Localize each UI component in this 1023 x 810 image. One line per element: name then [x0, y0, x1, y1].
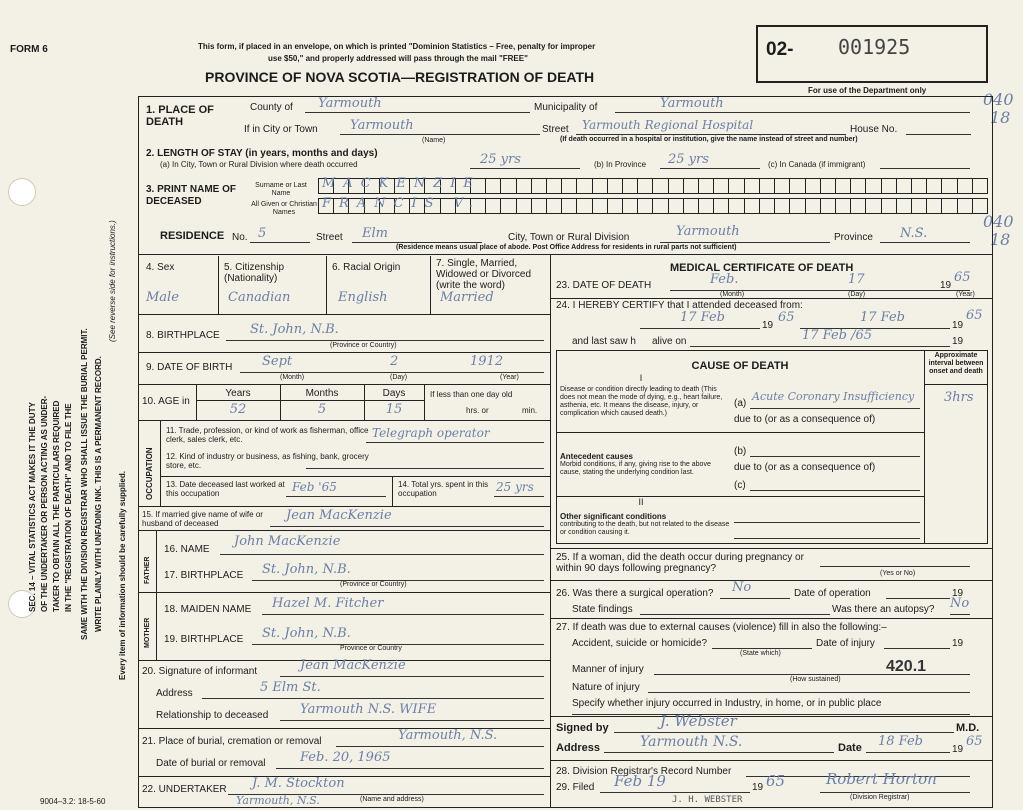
q25-caption: (Yes or No): [880, 570, 916, 577]
residence-province-label: Province: [834, 232, 873, 243]
margin-code-3: 040: [983, 212, 1014, 231]
reg-prefix: 02-: [766, 39, 794, 60]
street-line: [576, 134, 846, 135]
dob-label: 9. DATE OF BIRTH: [146, 362, 233, 373]
side-text-5: SAME WITH THE DIVISION REGISTRAR WHO SHALL ISSUE THE BURIAL PERMIT.: [80, 328, 89, 640]
municipality-label: Municipality of: [534, 102, 598, 113]
antecedent-title: Antecedent causes: [560, 452, 633, 461]
cause-section-1-line: [556, 432, 924, 433]
death-year-caption: (Year): [956, 291, 975, 298]
sig-date-value: 18 Feb: [878, 734, 923, 749]
stay-label: 2. LENGTH OF STAY (in years, months and days): [146, 148, 378, 159]
mother-bp-caption: Province or Country: [340, 645, 402, 652]
last-saw-prefix: 19: [952, 336, 964, 347]
county-value: Yarmouth: [318, 96, 382, 111]
dob-day: 2: [390, 354, 399, 369]
last-worked-line: [286, 496, 386, 497]
divider-middle: [550, 254, 551, 808]
cause-a-label: (a): [734, 398, 747, 409]
occupation-side-divider: [160, 420, 161, 506]
sig-year-value: 65: [966, 734, 983, 749]
death-year: 65: [954, 270, 971, 285]
sig-date-line: [866, 752, 950, 753]
death-month-caption: (Month): [720, 291, 745, 298]
cause-b-label: (b): [734, 446, 747, 457]
informant-address-value: 5 Elm St.: [260, 680, 321, 695]
age-months-value: 5: [317, 402, 327, 417]
spouse-line: [270, 526, 544, 527]
due-to-1: due to (or as a consequence of): [734, 414, 876, 425]
undertaker-caption: (Name and address): [360, 796, 424, 803]
envelope-notice-2: use $50," and properly addressed will pass through the mail "FREE": [268, 54, 528, 63]
industry-line: [306, 468, 544, 469]
row-occupation-bottom: [138, 506, 550, 507]
due-to-2: due to (or as a consequence of): [734, 462, 876, 473]
medical-title: MEDICAL CERTIFICATE OF DEATH: [670, 262, 854, 274]
given-value: FRANCIS V.: [322, 196, 481, 211]
injury-place-line: [572, 714, 970, 715]
envelope-notice-1: This form, if placed in an envelope, on which is printed "Dominion Statistics – Free, penalty for improper: [198, 42, 596, 51]
sex-value: Male: [146, 290, 179, 305]
city-label: If in City or Town: [244, 124, 318, 135]
death-year-prefix: 19: [940, 280, 952, 291]
autopsy-label: Was there an autopsy?: [832, 604, 935, 615]
marital-value: Married: [440, 290, 494, 305]
informant-label: 20. Signature of informant: [142, 666, 258, 677]
municipality-line: [615, 112, 970, 113]
nature-label: Nature of injury: [572, 682, 640, 693]
row-death-date-bottom: [550, 298, 993, 299]
certify-from-value: 17 Feb: [680, 310, 725, 325]
dob-line: [240, 372, 544, 373]
row-dob-bottom: [138, 384, 550, 385]
q29-line: [600, 792, 750, 793]
house-label: House No.: [850, 124, 898, 135]
residence-no-line: [250, 242, 310, 243]
physician-signature: J. Webster: [660, 712, 737, 730]
burial-place-label: 21. Place of burial, cremation or removal: [142, 736, 322, 747]
less-day-label: If less than one day old: [430, 390, 513, 399]
state-findings-label: State findings: [572, 604, 633, 615]
age-years-label: Years: [225, 388, 251, 399]
reg-number: 001925: [838, 35, 911, 59]
father-side-label: FATHER: [144, 556, 151, 584]
stay-a-line: [470, 168, 580, 169]
injury-date-line: [884, 648, 950, 649]
op-date-label: Date of operation: [794, 588, 871, 599]
last-saw-value: 17 Feb /65: [802, 328, 873, 343]
occupation-side-label: OCCUPATION: [145, 447, 154, 500]
industry-label: 12. Kind of industry or business, as fishing, bank, grocery store, etc.: [166, 452, 369, 470]
certify-to-value: 17 Feb: [860, 310, 905, 325]
relationship-value: Yarmouth N.S. WIFE: [300, 702, 437, 717]
age-days-value: 15: [385, 402, 403, 417]
total-label: 14. Total yrs. spent in this occupation: [398, 480, 489, 498]
residence-no-label: No.: [232, 232, 248, 243]
burial-place-line: [336, 746, 544, 747]
form-label: FORM 6: [10, 44, 48, 55]
father-name-label: 16. NAME: [164, 544, 210, 555]
certify-from-year: 65: [778, 310, 795, 325]
row-personal-bottom: [138, 314, 550, 315]
signed-line: [614, 732, 954, 733]
mother-bp-value: St. John, N.B.: [262, 626, 351, 641]
last-saw-label: and last saw h: [572, 336, 636, 347]
death-day-caption: (Day): [848, 291, 866, 298]
total-line: [494, 496, 544, 497]
classification-code: 420.1: [886, 658, 927, 675]
accident-label: Accident, suicide or homicide?: [572, 638, 708, 649]
burial-date-value: Feb. 20, 1965: [300, 750, 391, 765]
mother-side-label: MOTHER: [144, 617, 151, 648]
punch-hole-top: [8, 178, 36, 206]
residence-street-label: Street: [316, 232, 343, 243]
filed-date-value: Feb 19: [614, 772, 666, 790]
relationship-line: [280, 720, 544, 721]
undertaker-address: Yarmouth, N.S.: [236, 794, 320, 807]
age-days-label: Days: [382, 388, 406, 399]
mother-name-value: Hazel M. Fitcher: [272, 596, 384, 611]
residence-street-value: Elm: [362, 226, 388, 241]
row-age-bottom: [138, 420, 550, 421]
city-value: Yarmouth: [350, 118, 414, 133]
manner-label: Manner of injury: [572, 664, 644, 675]
form-code: 9004–3.2: 18-5-60: [40, 797, 106, 806]
spouse-label: 15. If married give name of wife or husband of deceased: [142, 510, 263, 528]
surname-label: Surname or Last Name: [255, 182, 307, 197]
certify-to-year: 65: [966, 308, 983, 323]
sex-label: 4. Sex: [146, 262, 175, 273]
place-label: 1. PLACE OF DEATH: [146, 104, 214, 128]
birthplace-caption: (Province or Country): [330, 342, 397, 349]
given-label: All Given or Christian Names: [251, 201, 317, 216]
q26-value: No: [732, 580, 752, 595]
death-day: 17: [848, 272, 865, 287]
q27-label: 27. If death was due to external causes (violence) fill in also the following:–: [556, 622, 887, 633]
spouse-value: Jean MacKenzie: [286, 508, 392, 523]
father-bp-value: St. John, N.B.: [262, 562, 351, 577]
age-div-4: [424, 384, 425, 420]
racial-label: 6. Racial Origin: [332, 262, 401, 273]
min-label: min.: [522, 406, 538, 415]
death-date-label: 23. DATE OF DEATH: [556, 280, 652, 291]
name-caption: (Name): [422, 137, 446, 144]
county-label: County of: [250, 102, 293, 113]
informant-line: [280, 676, 544, 677]
dob-month: Sept: [262, 354, 293, 369]
antecedent-desc: Morbid conditions, if any, giving rise to the above cause, stating the underlying condition last.: [560, 461, 711, 476]
racial-divider: [430, 256, 431, 314]
stay-b-value: 25 yrs: [668, 152, 709, 167]
nature-line: [648, 692, 970, 693]
registrar-caption: (Division Registrar): [850, 794, 910, 801]
cause-section-2-line: [556, 496, 924, 497]
burial-date-label: Date of burial or removal: [156, 758, 266, 769]
other-title: Other significant conditions: [560, 512, 667, 521]
birthplace-line: [226, 340, 544, 341]
sig-date-label: Date: [838, 742, 862, 754]
stay-b-line: [660, 168, 760, 169]
margin-code-1: 040: [983, 90, 1014, 109]
q25-label: 25. If a woman, did the death occur during pregnancy or within 90 days following pregnancy?: [556, 552, 804, 574]
burial-date-line: [276, 768, 544, 769]
autopsy-line: [950, 614, 970, 615]
margin-code-2: 18: [990, 108, 1011, 127]
stay-b-label: (b) In Province: [594, 160, 647, 169]
q29-label: 29. Filed: [556, 782, 595, 793]
father-side-divider: [156, 530, 157, 660]
op-date-line: [886, 598, 950, 599]
signed-label: Signed by: [556, 722, 609, 734]
citizenship-label: 5. Citizenship (Nationality): [224, 262, 285, 284]
informant-address-label: Address: [156, 688, 193, 699]
cause-interval-divider: [924, 350, 925, 544]
county-line: [305, 112, 530, 113]
alive-on-label: alive on: [652, 336, 687, 347]
age-label: 10. AGE in: [142, 396, 190, 407]
city-line: [340, 134, 540, 135]
autopsy-value: No: [950, 596, 970, 611]
dob-year-caption: (Year): [500, 374, 519, 381]
how-sustained-caption: (How sustained): [790, 676, 841, 683]
row-spouse-bottom: [138, 530, 550, 531]
row-signature-bottom: [550, 760, 993, 761]
informant-address-line: [202, 698, 544, 699]
father-bp-caption: (Province or Country): [340, 581, 407, 588]
street-value: Yarmouth Regional Hospital: [582, 118, 754, 132]
father-name-line: [220, 554, 544, 555]
name-label: 3. PRINT NAME OF DECEASED: [146, 184, 237, 207]
side-text-8: Every item of information should be carefully supplied.: [118, 471, 127, 680]
registrar-line: [820, 792, 970, 793]
dob-year: 1912: [470, 354, 504, 369]
birthplace-value: St. John, N.B.: [250, 322, 339, 337]
interval-a-value: 3hrs: [944, 390, 974, 405]
citizenship-value: Canadian: [228, 290, 291, 305]
occupation-mid: [392, 476, 393, 506]
row-q27-bottom: [550, 716, 993, 717]
residence-no-value: 5: [258, 226, 267, 241]
burial-place-value: Yarmouth, N.S.: [398, 728, 498, 743]
certify-from-prefix: 19: [762, 320, 774, 331]
mother-bp-label: 19. BIRTHPLACE: [164, 634, 244, 645]
informant-signature: Jean MacKenzie: [300, 658, 406, 673]
trade-value: Telegraph operator: [372, 426, 490, 440]
cause-b-line: [750, 456, 920, 457]
citizenship-divider: [326, 256, 327, 314]
injury-year-prefix: 19: [952, 638, 964, 649]
last-saw-line: [690, 346, 950, 347]
certify-from-line: [640, 328, 760, 329]
father-bp-label: 17. BIRTHPLACE: [164, 570, 244, 581]
physician-address-label: Address: [556, 742, 601, 754]
injury-place-label: Specify whether injury occurred in Industry, in home, or in public place: [572, 698, 882, 709]
age-months-label: Months: [305, 388, 339, 399]
residence-street-line: [352, 242, 482, 243]
q26-label: 26. Was there a surgical operation?: [556, 588, 714, 599]
certify-label: 24. I HEREBY CERTIFY that I attended deceased from:: [556, 300, 803, 311]
filed-year-prefix: 19: [752, 782, 764, 793]
interval-header: Approximate interval between onset and death: [928, 352, 984, 375]
physician-address-value: Yarmouth N.S.: [640, 734, 743, 750]
birthplace-label: 8. BIRTHPLACE: [146, 330, 220, 341]
dob-day-caption: (Day): [390, 374, 408, 381]
residence-city-line: [660, 242, 830, 243]
undertaker-value: J. M. Stockton: [252, 776, 345, 791]
cause-a-line: [750, 408, 920, 409]
residence-province-line: [880, 242, 970, 243]
hospital-note: (If death occurred in a hospital or institution, give the name instead of street and number): [560, 136, 858, 143]
last-worked-value: Feb '65: [292, 480, 337, 494]
undertaker-label: 22. UNDERTAKER: [142, 784, 227, 795]
state-which-caption: (State which): [740, 650, 781, 657]
physician-address-line: [604, 752, 834, 753]
side-text-4: IN THE "REGISTRATION OF DEATH" AND TO FILE THE: [64, 403, 73, 612]
md-label: M.D.: [956, 722, 980, 734]
cause-c-label: (c): [734, 480, 746, 491]
stay-a-label: (a) In City, Town or Rural Division where death occurred: [160, 160, 358, 169]
row-father-bottom: [138, 592, 550, 593]
row-birthplace-bottom: [138, 352, 550, 353]
last-worked-label: 13. Date deceased last worked at this occupation: [166, 480, 285, 498]
death-month: Feb.: [710, 272, 739, 287]
marital-label: 7. Single, Married, Widowed or Divorced (write the word): [436, 258, 532, 291]
mother-name-line: [262, 614, 544, 615]
side-text-1: SEC. 14 – VITAL STATISTICS ACT MAKES IT THE DUTY: [28, 402, 37, 612]
surname-value: MACKENZIE: [322, 176, 481, 191]
municipality-value: Yarmouth: [660, 96, 724, 111]
stay-c-label: (c) In Canada (if immigrant): [768, 160, 866, 169]
residence-city-label: City, Town or Rural Division: [508, 232, 630, 243]
residence-city-value: Yarmouth: [676, 224, 740, 239]
row-q25-bottom: [550, 580, 993, 581]
stay-c-line: [880, 168, 970, 169]
house-line: [906, 134, 971, 135]
state-findings-line: [640, 614, 830, 615]
residence-province-value: N.S.: [900, 226, 928, 241]
interval-header-line: [924, 384, 988, 385]
trade-line: [366, 442, 544, 443]
page-title: PROVINCE OF NOVA SCOTIA—REGISTRATION OF DEATH: [205, 69, 595, 85]
hrs-label: hrs. or: [466, 406, 489, 415]
father-name-value: John MacKenzie: [234, 534, 341, 549]
side-text-2: OF THE UNDERTAKER OR PERSON ACTING AS UNDER-: [40, 395, 49, 612]
dob-month-caption: (Month): [280, 374, 305, 381]
webster-stamp: J. H. WEBSTER: [672, 795, 743, 805]
q25-line: [820, 566, 970, 567]
registrar-signature: Robert Horton: [826, 770, 937, 788]
roman-one: I: [639, 373, 643, 383]
stay-a-value: 25 yrs: [480, 152, 521, 167]
side-text-6: WRITE PLAINLY WITH UNFADING INK. THIS IS A PERMANENT RECORD.: [94, 356, 103, 632]
residence-label: RESIDENCE: [160, 230, 225, 242]
street-label: Street: [542, 124, 569, 135]
age-header-line: [196, 400, 424, 401]
relationship-label: Relationship to deceased: [156, 710, 269, 721]
residence-note: (Residence means usual place of abode. Post Office Address for residents in rural parts not sufficient): [396, 244, 737, 251]
dept-use-caption: For use of the Department only: [808, 86, 927, 95]
op-year-prefix: 19: [952, 588, 964, 599]
side-text-7: (See reverse side for instructions.): [108, 220, 117, 342]
death-date-line: [670, 290, 970, 291]
age-years-value: 52: [229, 402, 247, 417]
cause-c-line: [750, 490, 920, 491]
filed-year-value: 65: [766, 772, 786, 790]
injury-date-label: Date of injury: [816, 638, 875, 649]
occupation-split: [160, 476, 550, 477]
divider-top: [138, 254, 993, 255]
disease-label: Disease or condition directly leading to death (This does not mean the mode of dying, e.g., heart failure, asthenia, etc. It means the disease, injury, or complication which caused death.): [560, 386, 723, 417]
certify-to-prefix: 19: [952, 320, 964, 331]
row-q26-bottom: [550, 618, 993, 619]
other-line-2: [734, 538, 920, 539]
mother-name-label: 18. MAIDEN NAME: [164, 604, 252, 615]
cause-a-value: Acute Coronary Insufficiency: [752, 390, 915, 403]
margin-code-4: 18: [990, 230, 1011, 249]
roman-two: II: [638, 497, 644, 507]
sex-divider: [218, 256, 219, 314]
q26-line: [720, 598, 790, 599]
trade-label: 11. Trade, profession, or kind of work as fisherman, office clerk, sales clerk, etc.: [166, 426, 369, 444]
racial-value: English: [338, 290, 388, 305]
total-value: 25 yrs: [496, 480, 534, 494]
side-text-3: TAKER TO OBTAIN ALL THE PARTICULARS REQUIRED: [52, 400, 61, 612]
registration-number-box: [756, 25, 988, 83]
other-line-1: [734, 522, 920, 523]
cause-title: CAUSE OF DEATH: [691, 360, 789, 372]
row-cause-bottom: [550, 548, 993, 549]
accident-line: [712, 648, 812, 649]
q28-label: 28. Division Registrar's Record Number: [556, 766, 732, 777]
sig-year-prefix: 19: [952, 744, 964, 755]
other-desc: contributing to the death, but not related to the disease or condition causing it.: [560, 521, 730, 536]
